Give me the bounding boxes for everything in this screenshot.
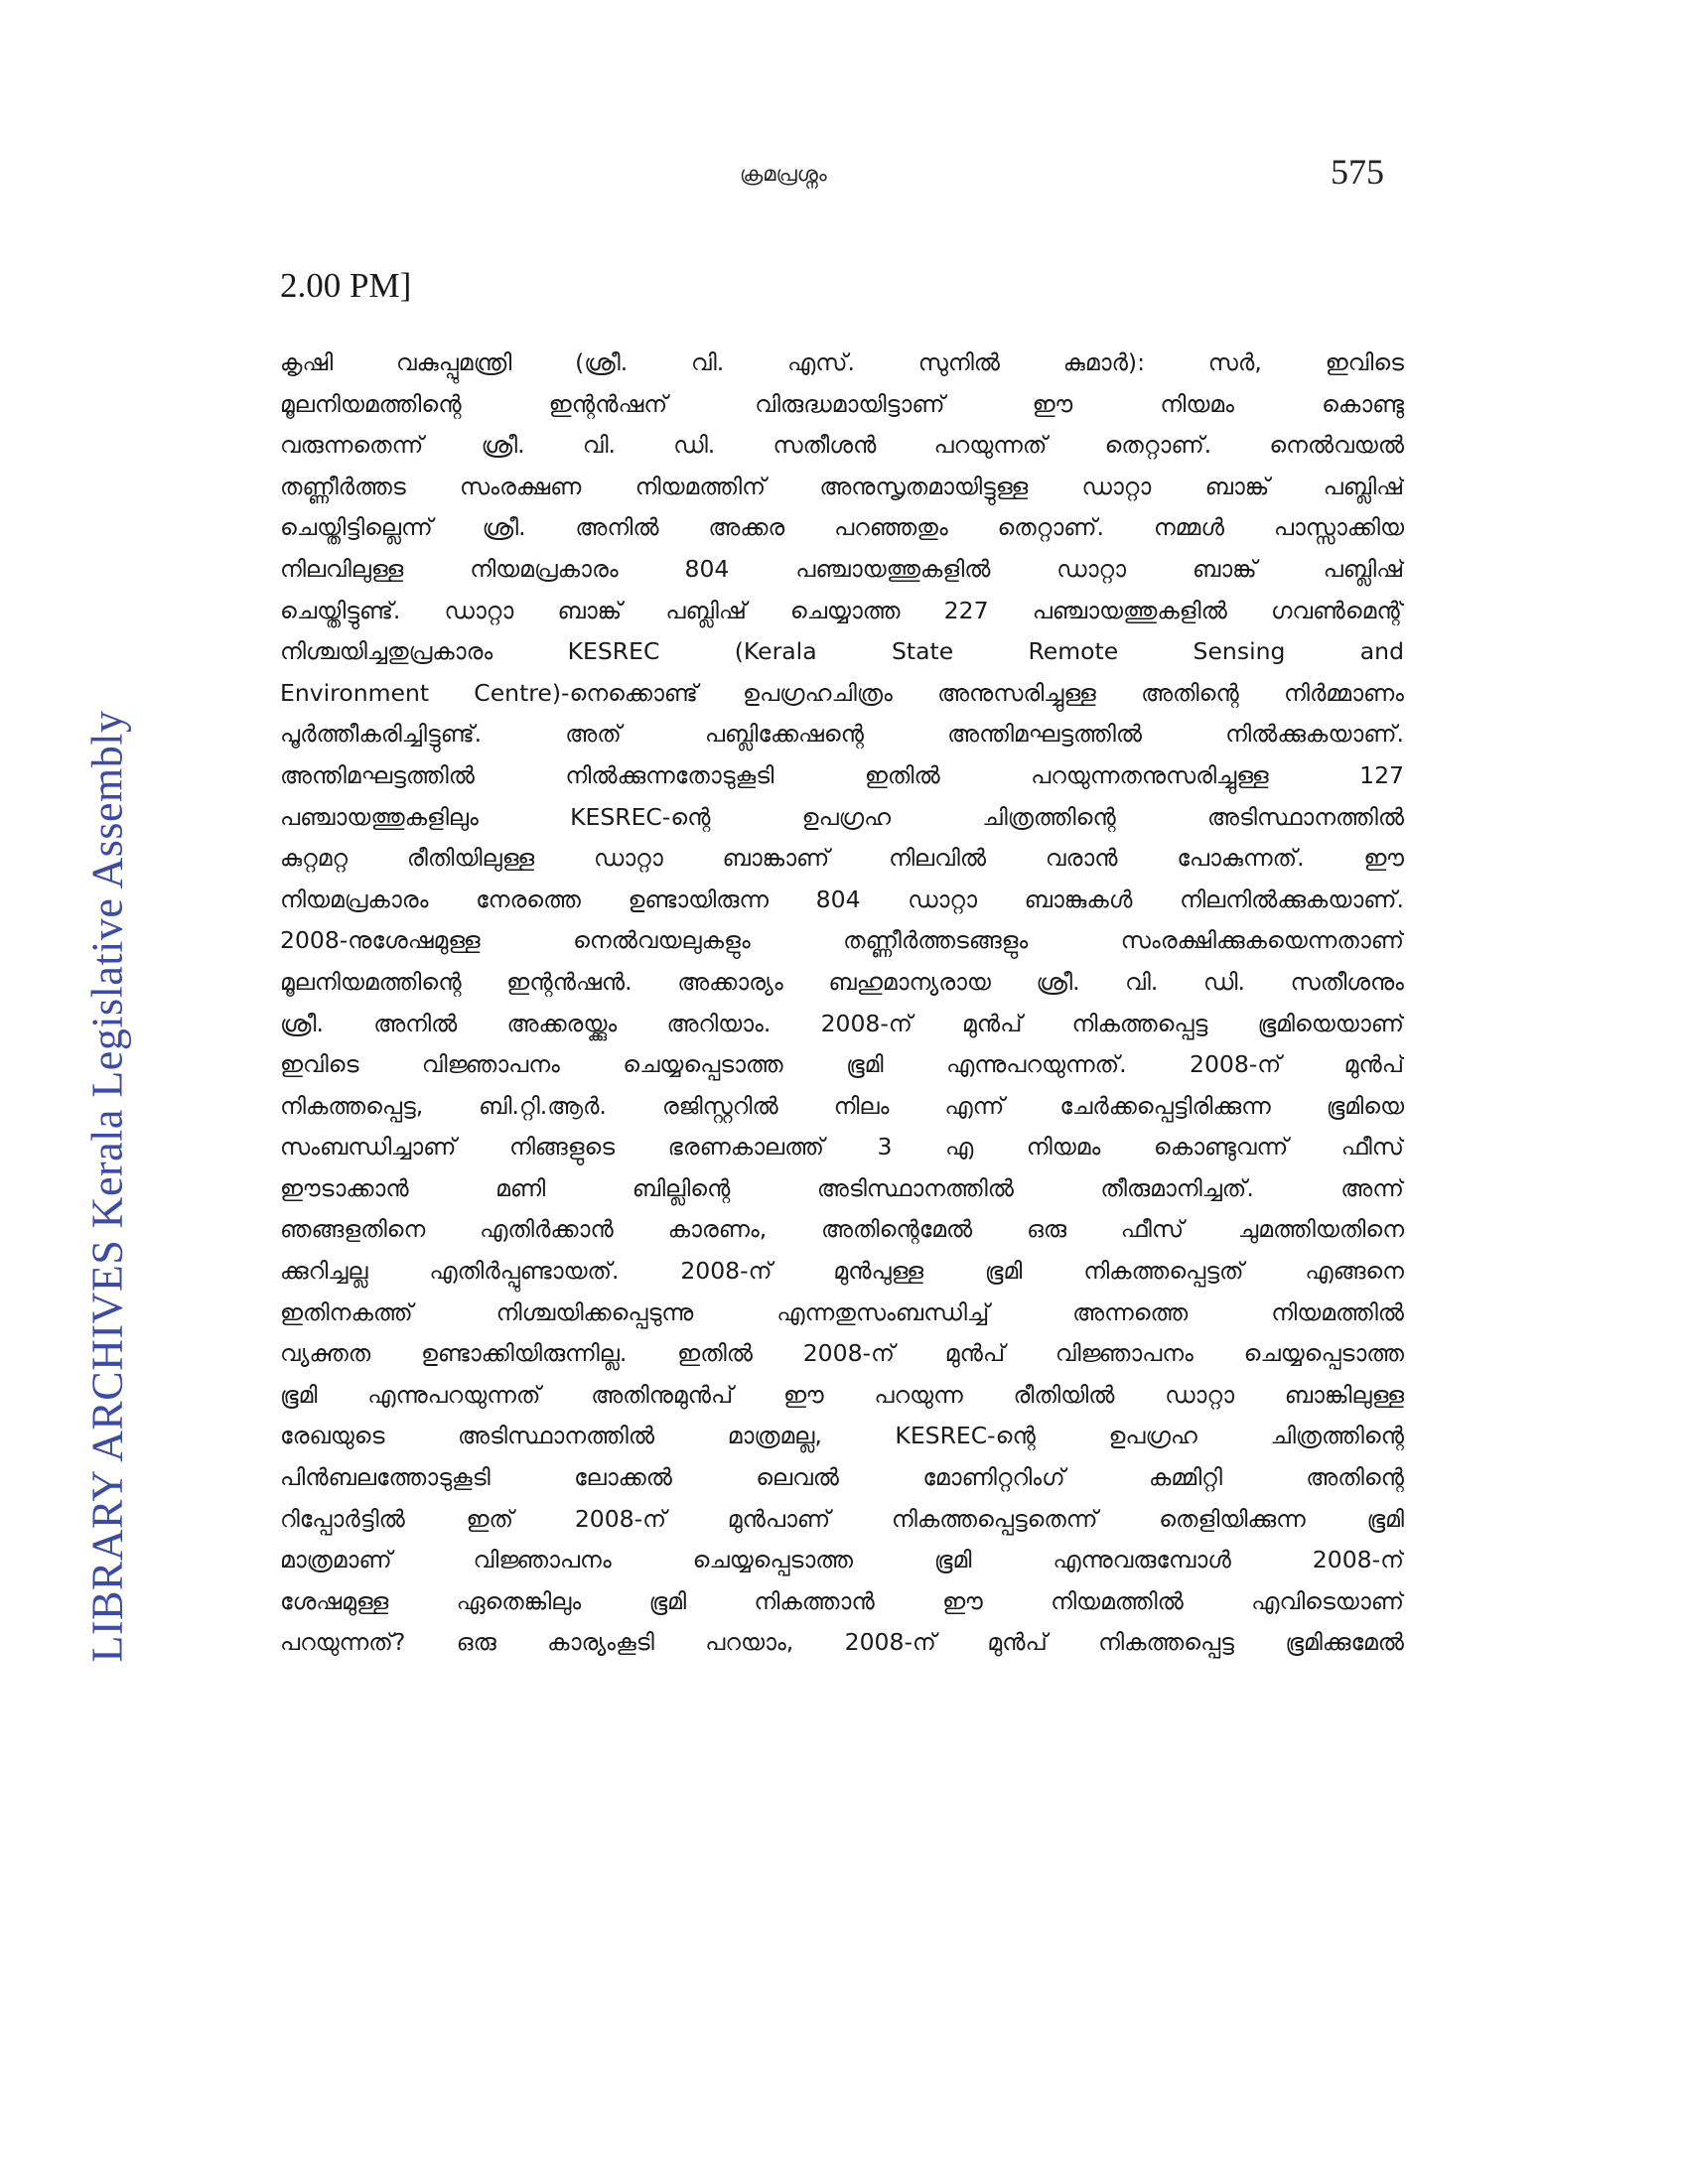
- paragraph-line: നികത്തപ്പെട്ട, ബി.റ്റി.ആർ. രജിസ്റ്ററിൽ നിലം എന്ന് ചേർക്കപ്പെട്ടിരിക്കുന്ന ഭൂമിയെ: [280, 1091, 1404, 1120]
- page-number: 575: [1331, 152, 1384, 192]
- paragraph-line: കുറ്റമറ്റ രീതിയിലുള്ള ഡാറ്റാ ബാങ്കാണ് നിലവിൽ വരാൻ പോകുന്നത്. ഈ: [280, 844, 1404, 873]
- paragraph-line: ഭൂമി എന്നുപറയുന്നത് അതിനുമുൻപ് ഈ പറയുന്ന രീതിയിൽ ഡാറ്റാ ബാങ്കിലുള്ള: [280, 1380, 1404, 1409]
- speech-paragraph: [280, 342, 1404, 1664]
- paragraph-line: നിലവിലുള്ള നിയമപ്രകാരം 804 പഞ്ചായത്തുകളിൽ ഡാറ്റാ ബാങ്ക് പബ്ലിഷ്: [280, 554, 1404, 583]
- paragraph-line: വ്യക്തത ഉണ്ടാക്കിയിരുന്നില്ല. ഇതിൽ 2008-ന് മുൻപ് വിജ്ഞാപനം ചെയ്യപ്പെടാത്ത: [280, 1339, 1404, 1368]
- paragraph-line: ഞങ്ങളതിനെ എതിർക്കാൻ കാരണം, അതിന്റെമേൽ ഒരു ഫീസ് ചുമത്തിയതിനെ: [280, 1215, 1404, 1244]
- paragraph-line: ക്കുറിച്ചല്ല എതിർപ്പുണ്ടായത്. 2008-ന് മുൻപുള്ള ഭൂമി നികത്തപ്പെട്ടത് എങ്ങനെ: [280, 1257, 1404, 1286]
- paragraph-line: മൂലനിയമത്തിന്റെ ഇന്റൻഷന് വിരുദ്ധമായിട്ടാണ് ഈ നിയമം കൊണ്ടു: [280, 389, 1404, 418]
- paragraph-line: മാത്രമാണ് വിജ്ഞാപനം ചെയ്യപ്പെടാത്ത ഭൂമി എന്നുവരുമ്പോൾ 2008-ന്: [280, 1546, 1404, 1574]
- paragraph-line: പിൻബലത്തോടുകൂടി ലോക്കൽ ലെവൽ മോണിറ്ററിംഗ് കമ്മിറ്റി അതിന്റെ: [280, 1463, 1404, 1492]
- paragraph-line: പറയുന്നത്? ഒരു കാര്യംകൂടി പറയാം, 2008-ന് മുൻപ് നികത്തപ്പെട്ട ഭൂമിക്കുമേൽ: [280, 1628, 1404, 1657]
- paragraph-line: Environment Centre)-നെക്കൊണ്ട് ഉപഗ്രഹചിത്രം അനുസരിച്ചുള്ള അതിന്റെ നിർമ്മാണം: [280, 678, 1404, 707]
- paragraph-line: ചെയ്തിട്ടുണ്ട്. ഡാറ്റാ ബാങ്ക് പബ്ലിഷ് ചെയ്യാത്ത 227 പഞ്ചായത്തുകളിൽ ഗവൺമെന്റ്: [280, 596, 1404, 624]
- paragraph-line: ഇവിടെ വിജ്ഞാപനം ചെയ്യപ്പെടാത്ത ഭൂമി എന്നുപറയുന്നത്. 2008-ന് മുൻപ്: [280, 1050, 1404, 1079]
- paragraph-line: രേഖയുടെ അടിസ്ഥാനത്തിൽ മാത്രമല്ല, KESREC-ന്റെ ഉപഗ്രഹ ചിത്രത്തിന്റെ: [280, 1422, 1404, 1450]
- paragraph-line: പഞ്ചായത്തുകളിലും KESREC-ന്റെ ഉപഗ്രഹ ചിത്രത്തിന്റെ അടിസ്ഥാനത്തിൽ: [280, 802, 1404, 831]
- time-marker: 2.00 PM]: [280, 266, 412, 305]
- paragraph-line: ഈടാക്കാൻ മണി ബില്ലിന്റെ അടിസ്ഥാനത്തിൽ തീരുമാനിച്ചത്. അന്ന്: [280, 1173, 1404, 1202]
- paragraph-line: ചെയ്തിട്ടില്ലെന്ന് ശ്രീ. അനിൽ അക്കര പറഞ്ഞതും തെറ്റാണ്. നമ്മൾ പാസ്സാക്കിയ: [280, 513, 1404, 542]
- paragraph-line: പൂർത്തീകരിച്ചിട്ടുണ്ട്. അത് പബ്ലിക്കേഷന്റെ അന്തിമഘട്ടത്തിൽ നിൽക്കുകയാണ്.: [280, 720, 1404, 749]
- paragraph-line: അന്തിമഘട്ടത്തിൽ നിൽക്കുന്നതോടുകൂടി ഇതിൽ പറയുന്നതനുസരിച്ചുള്ള 127: [280, 760, 1404, 789]
- paragraph-line: സംബന്ധിച്ചാണ് നിങ്ങളുടെ ഭരണകാലത്ത് 3 എ നിയമം കൊണ്ടുവന്ന് ഫീസ്: [280, 1133, 1404, 1161]
- paragraph-line: നിശ്ചയിച്ചതുപ്രകാരം KESREC (Kerala State Remote Sensing and: [280, 637, 1404, 666]
- paragraph-line: റിപ്പോർട്ടിൽ ഇത് 2008-ന് മുൻപാണ് നികത്തപ്പെട്ടതെന്ന് തെളിയിക്കുന്ന ഭൂമി: [280, 1504, 1404, 1533]
- archive-watermark: LIBRARY ARCHIVES Kerala Legislative Assembly: [82, 710, 132, 1663]
- paragraph-line: ശ്രീ. അനിൽ അക്കരയ്ക്കും അറിയാം. 2008-ന് മുൻപ് നികത്തപ്പെട്ട ഭൂമിയെയാണ്: [280, 1009, 1404, 1037]
- running-head: ക്രമപ്രശ്നം: [740, 162, 827, 186]
- paragraph-line: മൂലനിയമത്തിന്റെ ഇന്റൻഷൻ. അക്കാര്യം ബഹുമാന്യരായ ശ്രീ. വി. ഡി. സതീശനും: [280, 967, 1404, 996]
- paragraph-line: ഇതിനകത്ത് നിശ്ചയിക്കപ്പെടുന്നു എന്നതുസംബന്ധിച്ച് അന്നത്തെ നിയമത്തിൽ: [280, 1297, 1404, 1326]
- paragraph-line: ശേഷമുള്ള ഏതെങ്കിലും ഭൂമി നികത്താൻ ഈ നിയമത്തിൽ എവിടെയാണ്: [280, 1586, 1404, 1615]
- paragraph-line: 2008-നുശേഷമുള്ള നെൽവയലുകളും തണ്ണീർത്തടങ്ങളും സംരക്ഷിക്കുകയെന്നതാണ്: [280, 926, 1404, 955]
- paragraph-line: തണ്ണീർത്തട സംരക്ഷണ നിയമത്തിന് അനുസൃതമായിട്ടുള്ള ഡാറ്റാ ബാങ്ക് പബ്ലിഷ്: [280, 472, 1404, 500]
- paragraph-line: കൃഷി വകുപ്പുമന്ത്രി (ശ്രീ. വി. എസ്. സുനിൽ കുമാർ): സർ, ഇവിടെ: [280, 348, 1404, 376]
- paragraph-line: വരുന്നതെന്ന് ശ്രീ. വി. ഡി. സതീശൻ പറയുന്നത് തെറ്റാണ്. നെൽവയൽ: [280, 431, 1404, 460]
- paragraph-line: നിയമപ്രകാരം നേരത്തെ ഉണ്ടായിരുന്ന 804 ഡാറ്റാ ബാങ്കുകൾ നിലനിൽക്കുകയാണ്.: [280, 885, 1404, 913]
